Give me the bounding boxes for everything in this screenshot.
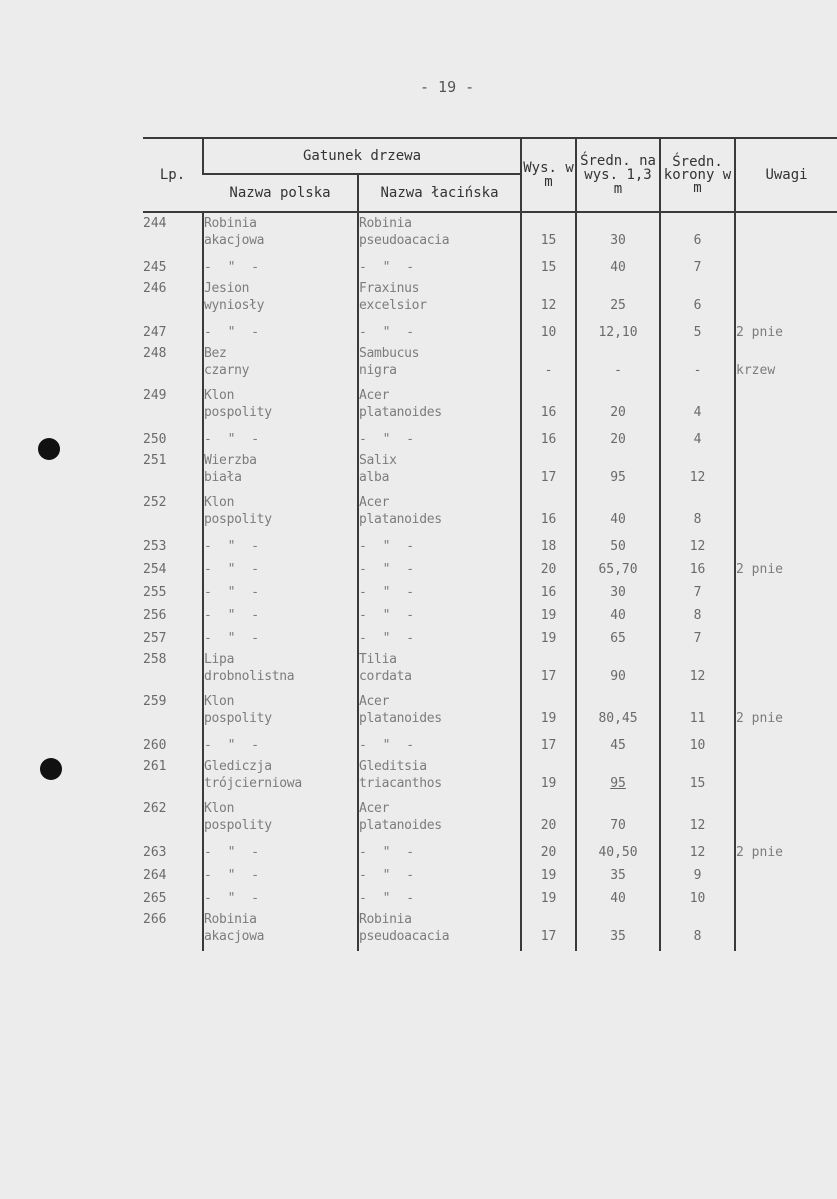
polish-name-line: czarny	[204, 363, 250, 378]
polish-name	[203, 343, 358, 385]
table-row	[143, 278, 837, 320]
remarks-value	[735, 909, 837, 951]
row-number: 262	[143, 801, 167, 816]
polish-name-line: - " -	[204, 325, 264, 340]
polish-name	[203, 320, 358, 343]
diameter-value: 90	[576, 649, 660, 691]
latin-name	[358, 278, 521, 320]
row-number: 256	[143, 608, 167, 623]
latin-name	[358, 863, 521, 886]
height-value: 17	[521, 649, 576, 691]
row-number: 247	[143, 325, 167, 340]
latin-name	[358, 756, 521, 798]
table-row	[143, 691, 837, 733]
polish-name-line: - " -	[204, 585, 264, 600]
height-value: 19	[521, 626, 576, 649]
crown-value: 16	[660, 557, 735, 580]
diameter-value: 40	[576, 255, 660, 278]
remarks-value	[735, 886, 837, 909]
row-number: 263	[143, 845, 167, 860]
row-number: 253	[143, 539, 167, 554]
crown-value: 6	[660, 212, 735, 255]
table-row	[143, 886, 837, 909]
remarks-value	[735, 863, 837, 886]
polish-name-line: Klon	[204, 495, 235, 510]
latin-name	[358, 212, 521, 255]
latin-name-line: - " -	[359, 585, 419, 600]
polish-name-line: - " -	[204, 738, 264, 753]
latin-name-line: platanoides	[359, 818, 442, 833]
latin-name-line: nigra	[359, 363, 397, 378]
diameter-value: 40	[576, 603, 660, 626]
height-value: 19	[521, 756, 576, 798]
polish-name	[203, 427, 358, 450]
header-remarks: Uwagi	[735, 138, 837, 212]
latin-name-line: excelsior	[359, 298, 427, 313]
crown-value: 12	[660, 798, 735, 840]
height-value: 19	[521, 691, 576, 733]
remarks-value	[735, 255, 837, 278]
table-row	[143, 427, 837, 450]
crown-value: -	[660, 343, 735, 385]
polish-name	[203, 492, 358, 534]
crown-value: 10	[660, 886, 735, 909]
table-row	[143, 580, 837, 603]
row-number: 260	[143, 738, 167, 753]
polish-name	[203, 886, 358, 909]
diameter-value: 95	[576, 756, 660, 798]
latin-name-line: platanoides	[359, 512, 442, 527]
latin-name	[358, 427, 521, 450]
height-value: 15	[521, 212, 576, 255]
latin-name-line: Acer	[359, 694, 390, 709]
polish-name-line: - " -	[204, 845, 264, 860]
remarks-value	[735, 580, 837, 603]
row-number: 266	[143, 912, 167, 927]
header-polish-name: Nazwa polska	[203, 174, 358, 212]
remarks-value	[735, 626, 837, 649]
height-value: 18	[521, 534, 576, 557]
height-value: 17	[521, 909, 576, 951]
latin-name-line: Robinia	[359, 912, 412, 927]
latin-name-line: platanoides	[359, 711, 442, 726]
table-row	[143, 649, 837, 691]
latin-name-line: platanoides	[359, 405, 442, 420]
row-number: 254	[143, 562, 167, 577]
height-value: 16	[521, 492, 576, 534]
polish-name-line: - " -	[204, 260, 264, 275]
remarks-value	[735, 756, 837, 798]
remarks-value	[735, 534, 837, 557]
row-number: 249	[143, 388, 167, 403]
height-value: 16	[521, 580, 576, 603]
row-number: 265	[143, 891, 167, 906]
polish-name-line: - " -	[204, 539, 264, 554]
polish-name	[203, 580, 358, 603]
polish-name	[203, 450, 358, 492]
polish-name-line: pospolity	[204, 405, 272, 420]
table-row	[143, 626, 837, 649]
latin-name	[358, 557, 521, 580]
latin-name	[358, 691, 521, 733]
latin-name	[358, 603, 521, 626]
diameter-value: 20	[576, 385, 660, 427]
remarks-value	[735, 603, 837, 626]
height-value: 17	[521, 733, 576, 756]
latin-name	[358, 385, 521, 427]
polish-name	[203, 798, 358, 840]
diameter-value: 50	[576, 534, 660, 557]
table-row	[143, 756, 837, 798]
crown-value: 5	[660, 320, 735, 343]
polish-name-line: Jesion	[204, 281, 250, 296]
diameter-value: 65,70	[576, 557, 660, 580]
table-row	[143, 603, 837, 626]
polish-name-line: Klon	[204, 694, 235, 709]
diameter-value: -	[576, 343, 660, 385]
table-row	[143, 534, 837, 557]
height-value: 19	[521, 886, 576, 909]
height-value: 19	[521, 603, 576, 626]
table-row	[143, 492, 837, 534]
crown-value: 12	[660, 649, 735, 691]
latin-name	[358, 450, 521, 492]
latin-name	[358, 886, 521, 909]
polish-name	[203, 756, 358, 798]
polish-name	[203, 649, 358, 691]
crown-value: 12	[660, 534, 735, 557]
polish-name-line: wyniosły	[204, 298, 265, 313]
crown-value: 9	[660, 863, 735, 886]
latin-name-line: Tilia	[359, 652, 397, 667]
crown-value: 10	[660, 733, 735, 756]
remarks-value: 2 pnie	[735, 691, 837, 733]
row-number: 251	[143, 453, 167, 468]
diameter-value: 12,10	[576, 320, 660, 343]
diameter-value: 35	[576, 909, 660, 951]
polish-name	[203, 863, 358, 886]
latin-name-line: pseudoacacia	[359, 929, 450, 944]
latin-name	[358, 626, 521, 649]
table-row	[143, 450, 837, 492]
polish-name-line: Klon	[204, 388, 235, 403]
height-value: 15	[521, 255, 576, 278]
diameter-value: 30	[576, 580, 660, 603]
remarks-value	[735, 278, 837, 320]
latin-name	[358, 320, 521, 343]
polish-name-line: - " -	[204, 608, 264, 623]
remarks-value: krzew	[735, 343, 837, 385]
latin-name-line: Salix	[359, 453, 397, 468]
punch-hole-icon	[38, 438, 60, 460]
remarks-value	[735, 649, 837, 691]
row-number: 250	[143, 432, 167, 447]
height-value: 10	[521, 320, 576, 343]
latin-name	[358, 534, 521, 557]
polish-name-line: - " -	[204, 631, 264, 646]
header-height: Wys. w m	[521, 138, 576, 212]
polish-name	[203, 212, 358, 255]
header-latin-name: Nazwa łacińska	[358, 174, 521, 212]
latin-name-line: Acer	[359, 495, 390, 510]
latin-name	[358, 649, 521, 691]
polish-name	[203, 691, 358, 733]
latin-name-line: pseudoacacia	[359, 233, 450, 248]
polish-name	[203, 557, 358, 580]
crown-value: 8	[660, 492, 735, 534]
crown-value: 12	[660, 450, 735, 492]
crown-value: 8	[660, 603, 735, 626]
crown-value: 11	[660, 691, 735, 733]
diameter-value: 45	[576, 733, 660, 756]
height-value: 17	[521, 450, 576, 492]
polish-name-line: Lipa	[204, 652, 235, 667]
polish-name-line: drobnolistna	[204, 669, 295, 684]
polish-name	[203, 603, 358, 626]
latin-name-line: - " -	[359, 891, 419, 906]
polish-name-line: Glediczja	[204, 759, 272, 774]
height-value: -	[521, 343, 576, 385]
latin-name-line: Acer	[359, 801, 390, 816]
height-value: 20	[521, 798, 576, 840]
row-number: 248	[143, 346, 167, 361]
latin-name-line: - " -	[359, 608, 419, 623]
latin-name-line: cordata	[359, 669, 412, 684]
height-value: 16	[521, 427, 576, 450]
row-number: 257	[143, 631, 167, 646]
latin-name	[358, 580, 521, 603]
polish-name	[203, 733, 358, 756]
table-row	[143, 863, 837, 886]
polish-name	[203, 385, 358, 427]
table-header	[143, 138, 837, 212]
tree-inventory-table	[143, 137, 837, 951]
polish-name-line: pospolity	[204, 512, 272, 527]
latin-name-line: Gleditsia	[359, 759, 427, 774]
crown-value: 12	[660, 840, 735, 863]
latin-name	[358, 798, 521, 840]
table-row	[143, 385, 837, 427]
polish-name-line: Klon	[204, 801, 235, 816]
remarks-value	[735, 385, 837, 427]
height-value: 16	[521, 385, 576, 427]
polish-name	[203, 909, 358, 951]
remarks-value	[735, 212, 837, 255]
latin-name-line: - " -	[359, 631, 419, 646]
latin-name	[358, 733, 521, 756]
row-number: 252	[143, 495, 167, 510]
polish-name-line: trójcierniowa	[204, 776, 302, 791]
polish-name-line: akacjowa	[204, 929, 265, 944]
table-row	[143, 798, 837, 840]
table-row	[143, 255, 837, 278]
polish-name-line: akacjowa	[204, 233, 265, 248]
latin-name-line: triacanthos	[359, 776, 442, 791]
punch-hole-icon	[40, 758, 62, 780]
remarks-value	[735, 733, 837, 756]
latin-name-line: - " -	[359, 325, 419, 340]
polish-name-line: - " -	[204, 868, 264, 883]
polish-name-line: - " -	[204, 891, 264, 906]
polish-name-line: Robinia	[204, 216, 257, 231]
header-lp: Lp.	[143, 138, 203, 212]
crown-value: 6	[660, 278, 735, 320]
table-row	[143, 343, 837, 385]
diameter-value: 80,45	[576, 691, 660, 733]
polish-name-line: pospolity	[204, 711, 272, 726]
row-number: 258	[143, 652, 167, 667]
diameter-value: 35	[576, 863, 660, 886]
diameter-value: 95	[576, 450, 660, 492]
latin-name	[358, 255, 521, 278]
table-row	[143, 320, 837, 343]
table-row	[143, 212, 837, 255]
row-number: 261	[143, 759, 167, 774]
latin-name	[358, 492, 521, 534]
table-body	[143, 212, 837, 951]
page-number: - 19 -	[420, 78, 475, 96]
crown-value: 7	[660, 255, 735, 278]
latin-name	[358, 840, 521, 863]
latin-name-line: - " -	[359, 738, 419, 753]
diameter-value: 65	[576, 626, 660, 649]
table-row	[143, 733, 837, 756]
latin-name-line: - " -	[359, 562, 419, 577]
remarks-value	[735, 427, 837, 450]
crown-value: 8	[660, 909, 735, 951]
latin-name-line: - " -	[359, 539, 419, 554]
polish-name-line: Robinia	[204, 912, 257, 927]
diameter-value: 25	[576, 278, 660, 320]
crown-value: 7	[660, 580, 735, 603]
latin-name-line: - " -	[359, 868, 419, 883]
latin-name-line: Robinia	[359, 216, 412, 231]
crown-value: 15	[660, 756, 735, 798]
diameter-value: 20	[576, 427, 660, 450]
remarks-value: 2 pnie	[735, 840, 837, 863]
latin-name-line: alba	[359, 470, 390, 485]
polish-name-line: Wierzba	[204, 453, 257, 468]
latin-name-line: Acer	[359, 388, 390, 403]
crown-value: 4	[660, 427, 735, 450]
polish-name-line: Bez	[204, 346, 227, 361]
header-diameter: Średn. na wys. 1,3 m	[576, 138, 660, 212]
diameter-value: 40	[576, 492, 660, 534]
row-number: 246	[143, 281, 167, 296]
crown-value: 4	[660, 385, 735, 427]
row-number: 259	[143, 694, 167, 709]
polish-name	[203, 534, 358, 557]
height-value: 20	[521, 840, 576, 863]
latin-name-line: - " -	[359, 260, 419, 275]
latin-name-line: Fraxinus	[359, 281, 420, 296]
crown-value: 7	[660, 626, 735, 649]
latin-name-line: - " -	[359, 432, 419, 447]
polish-name	[203, 255, 358, 278]
diameter-value: 40	[576, 886, 660, 909]
polish-name	[203, 840, 358, 863]
latin-name	[358, 343, 521, 385]
polish-name	[203, 278, 358, 320]
header-crown: Średn. korony w m	[660, 138, 735, 212]
polish-name-line: biała	[204, 470, 242, 485]
row-number: 255	[143, 585, 167, 600]
remarks-value	[735, 450, 837, 492]
remarks-value	[735, 492, 837, 534]
row-number: 245	[143, 260, 167, 275]
latin-name-line: - " -	[359, 845, 419, 860]
latin-name	[358, 909, 521, 951]
polish-name-line: - " -	[204, 562, 264, 577]
height-value: 19	[521, 863, 576, 886]
row-number: 264	[143, 868, 167, 883]
height-value: 12	[521, 278, 576, 320]
polish-name-line: pospolity	[204, 818, 272, 833]
diameter-value: 70	[576, 798, 660, 840]
table-row	[143, 557, 837, 580]
polish-name-line: - " -	[204, 432, 264, 447]
table-row	[143, 840, 837, 863]
remarks-value	[735, 798, 837, 840]
header-species: Gatunek drzewa	[203, 138, 521, 174]
table-row	[143, 909, 837, 951]
polish-name	[203, 626, 358, 649]
remarks-value: 2 pnie	[735, 557, 837, 580]
diameter-value: 40,50	[576, 840, 660, 863]
row-number: 244	[143, 216, 167, 231]
latin-name-line: Sambucus	[359, 346, 420, 361]
diameter-value: 30	[576, 212, 660, 255]
remarks-value: 2 pnie	[735, 320, 837, 343]
height-value: 20	[521, 557, 576, 580]
